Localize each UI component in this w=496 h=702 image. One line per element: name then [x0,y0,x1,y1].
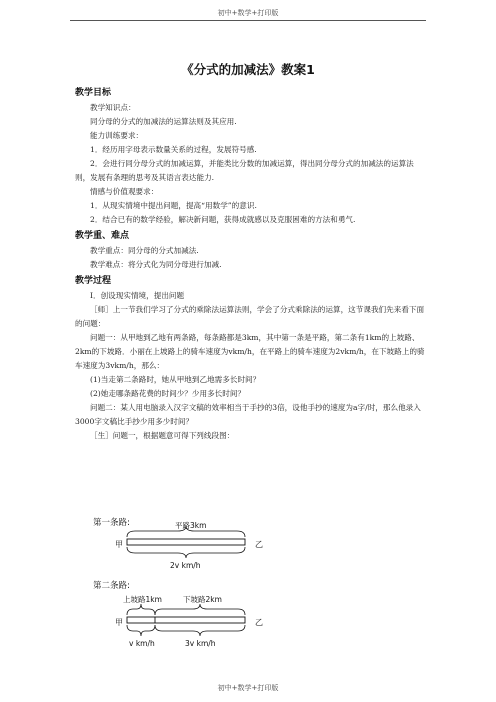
paragraph: 教学重点：同分母的分式加减法. [90,246,199,255]
road2-segment [127,617,245,623]
road1-bottom-brace [127,547,245,558]
downhill-label: 下坡路2km [183,595,222,604]
road2-label: 第二条路: [93,581,130,591]
paragraph: ［师］上一节我们学习了分式的乘除法运算法则，学会了分式乘除法的运算，这节课我们先来看下面的问题： [75,305,425,328]
section-heading-keypoints: 教学重、难点 [75,231,130,241]
uphill-top-brace [127,604,155,615]
paragraph: 能力训练要求： [90,131,144,140]
paragraph: 情感与价值观要求： [90,187,159,196]
flat-speed-label: 2v km/h [170,561,201,570]
downhill-speed-label: 3v km/h [185,639,216,648]
line-segment-diagram [75,513,415,663]
road1-end-label: 乙 [255,540,263,549]
uphill-bottom-brace [127,625,155,636]
document-title: 《分式的加减法》教案1 [181,62,315,77]
paragraph: (1)当走第二条路时，她从甲地到乙地需多长时间？ [90,375,261,384]
paragraph: 同分母的分式的加减法的运算法则及其应用. [90,117,237,126]
section-heading-goals: 教学目标 [75,88,112,98]
paragraph: 1．从现实情境中提出问题，提高“用数学”的意识. [90,201,257,210]
downhill-bottom-brace [155,625,245,636]
running-header: 初中+数学+打印版 [217,9,279,17]
road1-label: 第一条路: [93,518,130,528]
paragraph: Ⅰ．创设现实情境，提出问题 [90,291,185,300]
uphill-label: 上坡路1km [123,595,162,604]
running-footer: 初中+数学+打印版 [217,684,279,692]
paragraph: 2．会进行同分母分式的加减运算，并能类比分数的加减运算，得出同分母分式的加减法的运算法则，发展有条理的思考及其语言表达能力. [75,159,414,182]
road2-start-label: 甲 [115,618,123,627]
paragraph: 2．结合已有的数学经验，解决新问题，获得成就感以及克服困难的方法和勇气. [90,215,356,224]
road1-start-label: 甲 [115,540,123,549]
paragraph: 问题一：从甲地到乙地有两条路，每条路都是3km，其中第一条是平路，第二条有1km的上坡路、2km的下坡路．小丽在上坡路上的骑车速度为vkm/h，在平路上的骑车速度为2vkm/h，在下坡路上的骑车速度为3vkm/h，那么： [75,333,425,370]
flat-road-label: 平路3km [175,521,207,530]
paragraph: 教学知识点： [90,103,136,112]
road1-segment [127,539,245,545]
paragraph: ［生］问题一，根据题意可得下列线段图： [90,431,235,440]
downhill-top-brace [155,604,245,615]
document-body [75,84,425,443]
section-heading-process: 教学过程 [75,276,112,286]
paragraph: 问题二：某人用电脑录入汉字文稿的效率相当于手抄的3倍，设他手抄的速度为a字/时，那么他录入3000字文稿比手抄少用多少时间？ [75,403,421,426]
paragraph: 1．经历用字母表示数量关系的过程，发展符号感. [90,145,257,154]
header-rule [70,20,426,21]
paragraph: (2)她走哪条路花费的时间少？少用多长时间？ [90,389,246,398]
road2-end-label: 乙 [255,618,263,627]
uphill-speed-label: v km/h [129,639,155,648]
paragraph: 教学难点：将分式化为同分母进行加减. [90,260,222,269]
